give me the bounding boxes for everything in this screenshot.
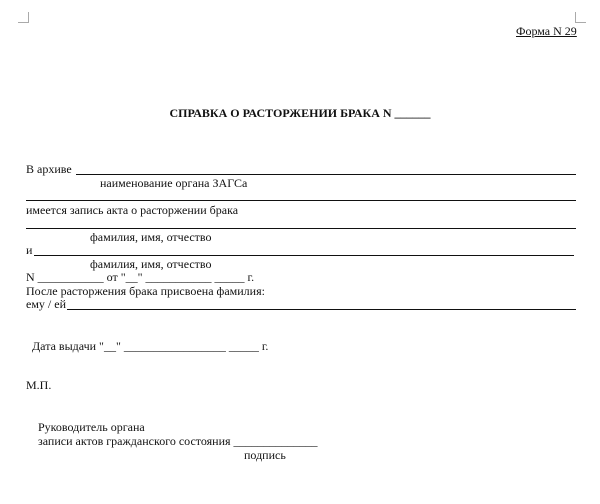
- archive-field-line[interactable]: [76, 174, 576, 175]
- document-title: СПРАВКА О РАСТОРЖЕНИИ БРАКА N ______: [169, 106, 431, 120]
- record-text: имеется запись акта о расторжении брака: [26, 203, 239, 217]
- head-line-1: Руководитель органа: [38, 420, 145, 434]
- seal-label: М.П.: [26, 378, 52, 392]
- name-caption-2: фамилия, имя, отчество: [90, 257, 212, 271]
- corner-mark-left: [18, 12, 29, 23]
- surname-field-line[interactable]: [67, 309, 576, 310]
- surname-text: После расторжения брака присвоена фамилия:: [26, 284, 265, 298]
- archive-field-line-2[interactable]: [26, 200, 576, 201]
- archive-label: В архиве: [26, 162, 72, 176]
- name-field-line-1[interactable]: [26, 228, 576, 229]
- name-caption-1: фамилия, имя, отчество: [90, 230, 212, 244]
- record-number-line: N ___________ от "__" ___________ _____ г.: [26, 270, 255, 284]
- and-label: и: [26, 243, 33, 257]
- head-line-2: записи актов гражданского состояния ______________: [38, 434, 318, 448]
- issue-date-line: Дата выдачи "__" _________________ _____ г.: [32, 339, 269, 353]
- name-field-line-2[interactable]: [34, 255, 574, 256]
- signature-caption: подпись: [244, 448, 286, 462]
- archive-caption: наименование органа ЗАГСа: [100, 176, 248, 190]
- form-number: Форма N 29: [516, 24, 577, 38]
- corner-mark-right: [575, 12, 586, 23]
- him-her-label: ему / ей: [26, 297, 67, 311]
